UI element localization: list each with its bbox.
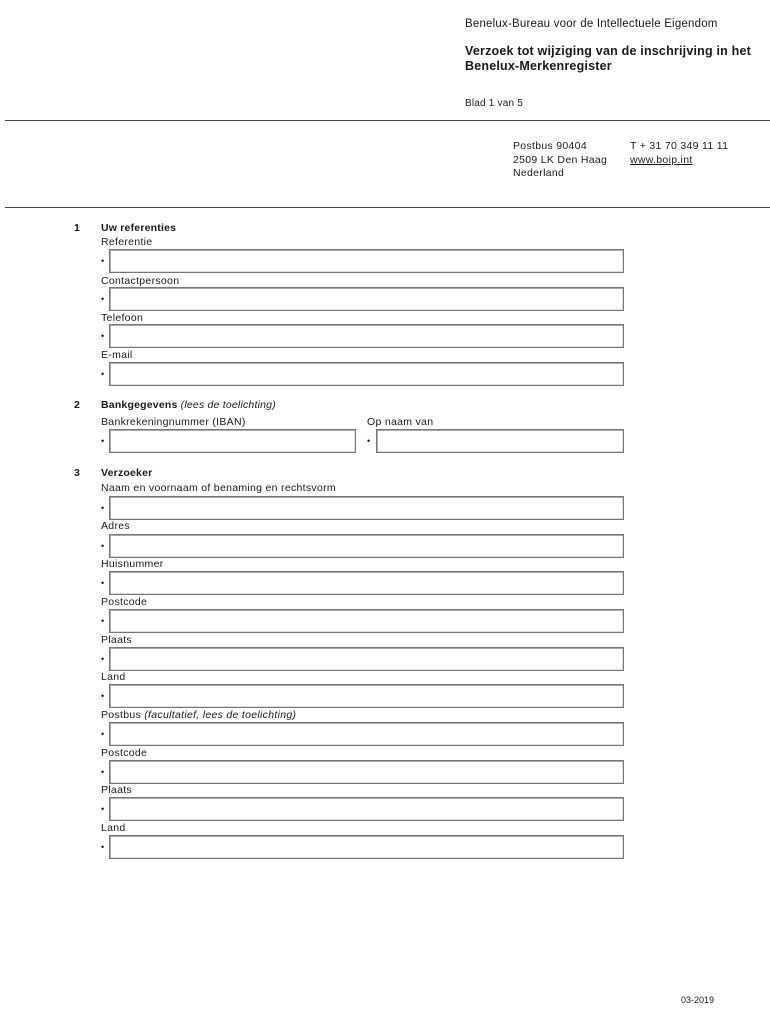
telefoon-label: Telefoon	[101, 312, 144, 324]
bullet-marker: •	[101, 804, 105, 814]
postbus-plaats-label: Plaats	[101, 784, 132, 796]
page-title: Verzoek tot wijziging van de inschrijving in het Benelux-Merkenregister	[465, 44, 752, 73]
postbus-plaats-input[interactable]	[109, 797, 624, 821]
bullet-marker: •	[101, 256, 105, 266]
bullet-marker: •	[101, 842, 105, 852]
op-naam-van-label: Op naam van	[367, 416, 434, 428]
bullet-marker: •	[101, 436, 105, 446]
contact-info	[630, 140, 728, 167]
iban-input[interactable]	[109, 429, 356, 453]
postbus-label-text: Postbus	[101, 709, 142, 721]
bullet-marker: •	[101, 541, 105, 551]
bullet-marker: •	[101, 654, 105, 664]
huisnummer-input[interactable]	[109, 571, 624, 595]
contactpersoon-label: Contactpersoon	[101, 275, 180, 287]
bullet-marker: •	[101, 503, 105, 513]
bullet-marker: •	[101, 331, 105, 341]
divider-top	[5, 120, 770, 121]
huisnummer-label: Huisnummer	[101, 558, 164, 570]
postcode-input[interactable]	[109, 609, 624, 633]
postbus-label	[101, 709, 296, 721]
address-line-2: 2509 LK Den Haag	[513, 153, 608, 166]
bullet-marker: •	[101, 691, 105, 701]
referentie-input[interactable]	[109, 249, 624, 273]
adres-input[interactable]	[109, 534, 624, 558]
phone-number: T + 31 70 349 11 11	[630, 140, 729, 152]
postal-address	[513, 140, 607, 181]
section-3-number: 3	[74, 467, 80, 479]
section-2-number: 2	[74, 399, 80, 411]
bullet-marker: •	[101, 729, 105, 739]
bullet-marker: •	[101, 369, 105, 379]
bullet-marker: •	[101, 616, 105, 626]
iban-label: Bankrekeningnummer (IBAN)	[101, 416, 246, 428]
bullet-marker: •	[101, 767, 105, 777]
naam-label: Naam en voornaam of benaming en rechtsvorm	[101, 482, 336, 494]
form-version: 03-2019	[681, 995, 715, 1005]
adres-label: Adres	[101, 520, 130, 532]
section-2-note: (lees de toelichting)	[180, 399, 276, 411]
postbus-postcode-label: Postcode	[101, 747, 148, 759]
postbus-land-input[interactable]	[109, 835, 624, 859]
email-label: E-mail	[101, 349, 133, 361]
website-link[interactable]: www.boip.int	[630, 153, 693, 166]
referentie-label: Referentie	[101, 236, 153, 248]
address-line-1: Postbus 90404	[513, 140, 587, 152]
land-label: Land	[101, 671, 126, 683]
plaats-label: Plaats	[101, 634, 132, 646]
divider-header-bottom	[5, 207, 770, 208]
bullet-marker: •	[101, 294, 105, 304]
op-naam-van-input[interactable]	[376, 429, 624, 453]
section-1-number: 1	[74, 222, 80, 234]
bullet-marker: •	[101, 578, 105, 588]
email-input[interactable]	[109, 362, 624, 386]
telefoon-input[interactable]	[109, 324, 624, 348]
section-2-title-text: Bankgegevens	[101, 399, 178, 411]
land-input[interactable]	[109, 684, 624, 708]
section-3-title: Verzoeker	[101, 467, 153, 479]
postcode-label: Postcode	[101, 596, 148, 608]
postbus-postcode-input[interactable]	[109, 760, 624, 784]
address-line-3: Nederland	[513, 167, 565, 179]
postbus-input[interactable]	[109, 722, 624, 746]
bullet-marker: •	[367, 436, 371, 446]
plaats-input[interactable]	[109, 647, 624, 671]
naam-input[interactable]	[109, 496, 624, 520]
postbus-note: (facultatief, lees de toelichting)	[144, 709, 297, 721]
page-indicator: Blad 1 van 5	[465, 98, 523, 109]
organization-name: Benelux-Bureau voor de Intellectuele Eigendom	[465, 18, 718, 30]
contactpersoon-input[interactable]	[109, 287, 624, 311]
section-1-title: Uw referenties	[101, 222, 177, 234]
section-2-title	[101, 399, 276, 411]
postbus-land-label: Land	[101, 822, 126, 834]
